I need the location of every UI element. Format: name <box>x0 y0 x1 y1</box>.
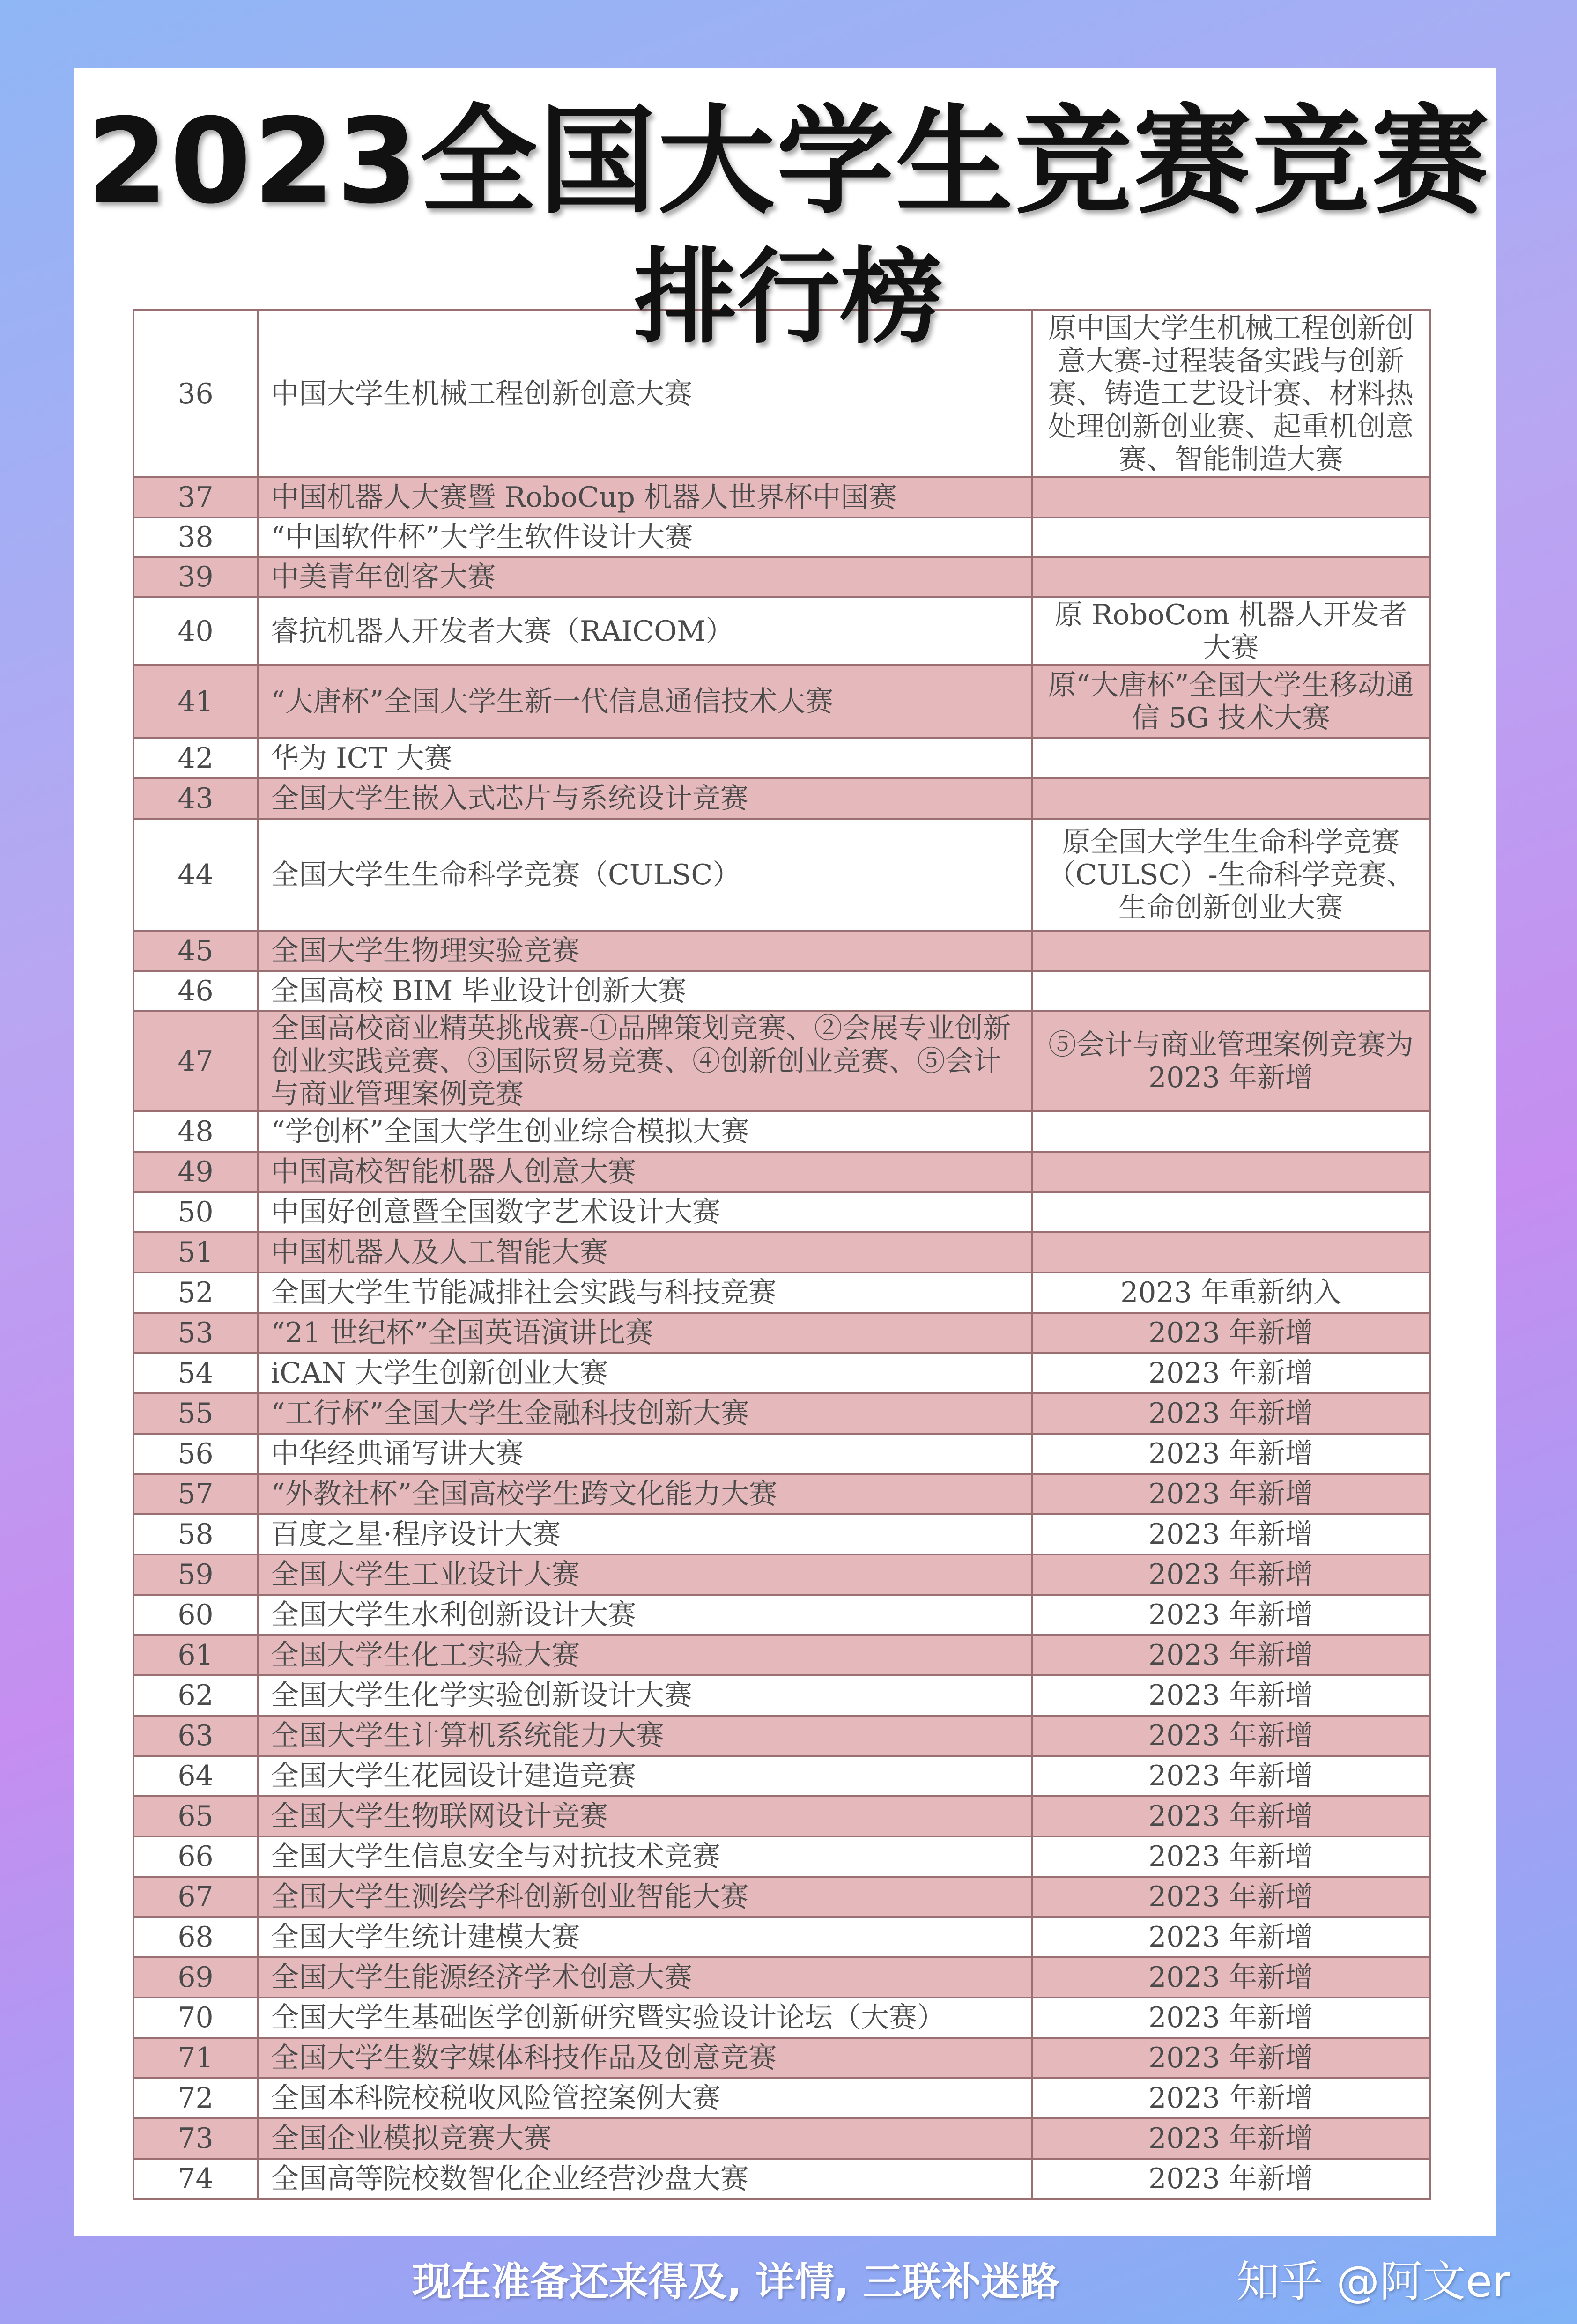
remark-cell: 2023 年新增 <box>1032 1635 1430 1675</box>
rank-number-cell: 62 <box>133 1675 258 1716</box>
competition-name-cell: 中华经典诵写讲大赛 <box>258 1434 1032 1474</box>
remark-cell: 原全国大学生生命科学竞赛（CULSC）-生命科学竞赛、生命创新创业大赛 <box>1032 819 1430 931</box>
rank-number-cell: 74 <box>133 2159 258 2199</box>
competition-name-cell: 中国好创意暨全国数字艺术设计大赛 <box>258 1192 1032 1232</box>
competition-name-cell: 全国高等院校数智化企业经营沙盘大赛 <box>258 2159 1032 2199</box>
competition-name-cell: iCAN 大学生创新创业大赛 <box>258 1353 1032 1393</box>
remark-cell: 2023 年新增 <box>1032 1675 1430 1716</box>
table-row <box>133 1998 1430 2038</box>
remark-cell <box>1032 557 1430 597</box>
remark-cell <box>1032 931 1430 971</box>
table-row <box>133 2159 1430 2199</box>
competition-name-cell: 全国大学生水利创新设计大赛 <box>258 1595 1032 1635</box>
remark-cell: 2023 年新增 <box>1032 2078 1430 2118</box>
remark-cell: 2023 年新增 <box>1032 1796 1430 1836</box>
rank-number-cell: 41 <box>133 665 258 738</box>
competition-name-cell: 全国高校 BIM 毕业设计创新大赛 <box>258 971 1032 1011</box>
rank-number-cell: 46 <box>133 971 258 1011</box>
rank-number-cell: 64 <box>133 1756 258 1796</box>
competition-name-cell: 睿抗机器人开发者大赛（RAICOM） <box>258 597 1032 665</box>
rank-number-cell: 50 <box>133 1192 258 1232</box>
table-row <box>133 819 1430 931</box>
table-row <box>133 1353 1430 1393</box>
competition-name-cell: “外教社杯”全国高校学生跨文化能力大赛 <box>258 1474 1032 1514</box>
remark-cell <box>1032 518 1430 557</box>
rank-number-cell: 36 <box>133 310 258 477</box>
competition-name-cell: 全国大学生能源经济学术创意大赛 <box>258 1957 1032 1998</box>
rank-number-cell: 54 <box>133 1353 258 1393</box>
footer-caption: 现在准备还来得及, 详情, 三联补迷路 <box>412 2259 1060 2305</box>
rank-number-cell: 49 <box>133 1152 258 1192</box>
competition-name-cell: 全国企业模拟竞赛大赛 <box>258 2118 1032 2159</box>
table-row <box>133 738 1430 778</box>
rank-number-cell: 44 <box>133 819 258 931</box>
rank-number-cell: 52 <box>133 1273 258 1313</box>
footer-watermark: 知乎 @阿文er <box>1236 2257 1510 2307</box>
competition-name-cell: 全国大学生嵌入式芯片与系统设计竞赛 <box>258 778 1032 819</box>
rank-number-cell: 73 <box>133 2118 258 2159</box>
rank-number-cell: 63 <box>133 1716 258 1756</box>
table-row <box>133 1595 1430 1635</box>
remark-cell: 2023 年新增 <box>1032 1393 1430 1434</box>
competition-name-cell: 中国机器人及人工智能大赛 <box>258 1232 1032 1273</box>
competition-name-cell: 全国大学生物理实验竞赛 <box>258 931 1032 971</box>
table-row <box>133 1111 1430 1152</box>
competition-name-cell: “学创杯”全国大学生创业综合模拟大赛 <box>258 1111 1032 1152</box>
table-row <box>133 1273 1430 1313</box>
table-row <box>133 1716 1430 1756</box>
table-row <box>133 1877 1430 1917</box>
rank-number-cell: 47 <box>133 1011 258 1111</box>
competition-name-cell: 全国大学生测绘学科创新创业智能大赛 <box>258 1877 1032 1917</box>
rank-number-cell: 67 <box>133 1877 258 1917</box>
rank-number-cell: 68 <box>133 1917 258 1957</box>
page-title: 2023全国大学生竞赛竞赛 <box>86 93 1491 229</box>
table-row <box>133 2118 1430 2159</box>
rank-number-cell: 70 <box>133 1998 258 2038</box>
competition-name-cell: 全国大学生计算机系统能力大赛 <box>258 1716 1032 1756</box>
table-row <box>133 597 1430 665</box>
table-row <box>133 665 1430 738</box>
competition-name-cell: “中国软件杯”大学生软件设计大赛 <box>258 518 1032 557</box>
rank-number-cell: 59 <box>133 1554 258 1595</box>
rank-number-cell: 37 <box>133 477 258 518</box>
table-row <box>133 778 1430 819</box>
table-row <box>133 1011 1430 1111</box>
remark-cell: 2023 年新增 <box>1032 1877 1430 1917</box>
remark-cell <box>1032 1111 1430 1152</box>
remark-cell: 2023 年新增 <box>1032 2118 1430 2159</box>
competition-ranking-table <box>133 309 1431 2200</box>
rank-number-cell: 57 <box>133 1474 258 1514</box>
rank-number-cell: 38 <box>133 518 258 557</box>
competition-name-cell: 全国大学生物联网设计竞赛 <box>258 1796 1032 1836</box>
remark-cell: 2023 年重新纳入 <box>1032 1273 1430 1313</box>
competition-name-cell: 全国大学生花园设计建造竞赛 <box>258 1756 1032 1796</box>
competition-name-cell: 中国机器人大赛暨 RoboCup 机器人世界杯中国赛 <box>258 477 1032 518</box>
remark-cell <box>1032 1232 1430 1273</box>
remark-cell: 2023 年新增 <box>1032 1514 1430 1554</box>
competition-name-cell: 全国本科院校税收风险管控案例大赛 <box>258 2078 1032 2118</box>
competition-name-cell: 百度之星·程序设计大赛 <box>258 1514 1032 1554</box>
remark-cell: 2023 年新增 <box>1032 1716 1430 1756</box>
competition-name-cell: 全国大学生化学实验创新设计大赛 <box>258 1675 1032 1716</box>
remark-cell: 原中国大学生机械工程创新创意大赛-过程装备实践与创新赛、铸造工艺设计赛、材料热处理创新创业赛、起重机创意赛、智能制造大赛 <box>1032 310 1430 477</box>
competition-name-cell: 华为 ICT 大赛 <box>258 738 1032 778</box>
table-row <box>133 2038 1430 2078</box>
remark-cell: 原 RoboCom 机器人开发者大赛 <box>1032 597 1430 665</box>
table-row <box>133 1675 1430 1716</box>
remark-cell: 2023 年新增 <box>1032 1917 1430 1957</box>
competition-name-cell: 中美青年创客大赛 <box>258 557 1032 597</box>
table-row <box>133 1756 1430 1796</box>
rank-number-cell: 53 <box>133 1313 258 1353</box>
rank-number-cell: 60 <box>133 1595 258 1635</box>
rank-number-cell: 56 <box>133 1434 258 1474</box>
rank-number-cell: 55 <box>133 1393 258 1434</box>
remark-cell: 2023 年新增 <box>1032 2038 1430 2078</box>
table-row <box>133 1152 1430 1192</box>
remark-cell: 2023 年新增 <box>1032 1836 1430 1877</box>
rank-number-cell: 58 <box>133 1514 258 1554</box>
table-row <box>133 1796 1430 1836</box>
competition-name-cell: 全国大学生数字媒体科技作品及创意竞赛 <box>258 2038 1032 2078</box>
remark-cell: 2023 年新增 <box>1032 1756 1430 1796</box>
rank-number-cell: 48 <box>133 1111 258 1152</box>
competition-name-cell: 全国大学生统计建模大赛 <box>258 1917 1032 1957</box>
remark-cell: 2023 年新增 <box>1032 1554 1430 1595</box>
remark-cell: 2023 年新增 <box>1032 1434 1430 1474</box>
table-row <box>133 931 1430 971</box>
remark-cell: ⑤会计与商业管理案例竞赛为 2023 年新增 <box>1032 1011 1430 1111</box>
competition-name-cell: “工行杯”全国大学生金融科技创新大赛 <box>258 1393 1032 1434</box>
rank-number-cell: 51 <box>133 1232 258 1273</box>
rank-number-cell: 65 <box>133 1796 258 1836</box>
rank-number-cell: 45 <box>133 931 258 971</box>
table-row <box>133 1313 1430 1353</box>
remark-cell <box>1032 971 1430 1011</box>
competition-name-cell: 全国大学生信息安全与对抗技术竞赛 <box>258 1836 1032 1877</box>
remark-cell <box>1032 477 1430 518</box>
remark-cell <box>1032 1192 1430 1232</box>
remark-cell: 2023 年新增 <box>1032 1998 1430 2038</box>
remark-cell <box>1032 1152 1430 1192</box>
rank-number-cell: 43 <box>133 778 258 819</box>
table-row <box>133 971 1430 1011</box>
table-row <box>133 1554 1430 1595</box>
rank-number-cell: 66 <box>133 1836 258 1877</box>
table-row <box>133 518 1430 557</box>
ranking-table-body <box>133 310 1430 2199</box>
table-row <box>133 1514 1430 1554</box>
rank-number-cell: 61 <box>133 1635 258 1675</box>
competition-name-cell: 全国大学生工业设计大赛 <box>258 1554 1032 1595</box>
remark-cell: 2023 年新增 <box>1032 1313 1430 1353</box>
remark-cell: 2023 年新增 <box>1032 1957 1430 1998</box>
table-row <box>133 1917 1430 1957</box>
table-row <box>133 1957 1430 1998</box>
table-row <box>133 1434 1430 1474</box>
competition-name-cell: 全国大学生基础医学创新研究暨实验设计论坛（大赛） <box>258 1998 1032 2038</box>
rank-number-cell: 40 <box>133 597 258 665</box>
rank-number-cell: 42 <box>133 738 258 778</box>
page-subtitle: 排行榜 <box>634 237 943 357</box>
table-row <box>133 1635 1430 1675</box>
competition-name-cell: 全国大学生节能减排社会实践与科技竞赛 <box>258 1273 1032 1313</box>
remark-cell: 2023 年新增 <box>1032 1474 1430 1514</box>
rank-number-cell: 72 <box>133 2078 258 2118</box>
table-row <box>133 557 1430 597</box>
table-row <box>133 1232 1430 1273</box>
table-row <box>133 2078 1430 2118</box>
competition-name-cell: “21 世纪杯”全国英语演讲比赛 <box>258 1313 1032 1353</box>
remark-cell: 2023 年新增 <box>1032 1595 1430 1635</box>
competition-name-cell: 全国高校商业精英挑战赛-①品牌策划竞赛、②会展专业创新创业实践竞赛、③国际贸易竞赛、④创新创业竞赛、⑤会计与商业管理案例竞赛 <box>258 1011 1032 1111</box>
table-row <box>133 1836 1430 1877</box>
rank-number-cell: 69 <box>133 1957 258 1998</box>
remark-cell: 原“大唐杯”全国大学生移动通信 5G 技术大赛 <box>1032 665 1430 738</box>
table-row <box>133 1192 1430 1232</box>
competition-name-cell: 中国大学生机械工程创新创意大赛 <box>258 310 1032 477</box>
remark-cell <box>1032 738 1430 778</box>
rank-number-cell: 71 <box>133 2038 258 2078</box>
remark-cell <box>1032 778 1430 819</box>
competition-name-cell: 全国大学生化工实验大赛 <box>258 1635 1032 1675</box>
rank-number-cell: 39 <box>133 557 258 597</box>
remark-cell: 2023 年新增 <box>1032 2159 1430 2199</box>
competition-name-cell: 全国大学生生命科学竞赛（CULSC） <box>258 819 1032 931</box>
table-row <box>133 477 1430 518</box>
table-row <box>133 1474 1430 1514</box>
competition-name-cell: 中国高校智能机器人创意大赛 <box>258 1152 1032 1192</box>
competition-name-cell: “大唐杯”全国大学生新一代信息通信技术大赛 <box>258 665 1032 738</box>
remark-cell: 2023 年新增 <box>1032 1353 1430 1393</box>
table-row <box>133 1393 1430 1434</box>
